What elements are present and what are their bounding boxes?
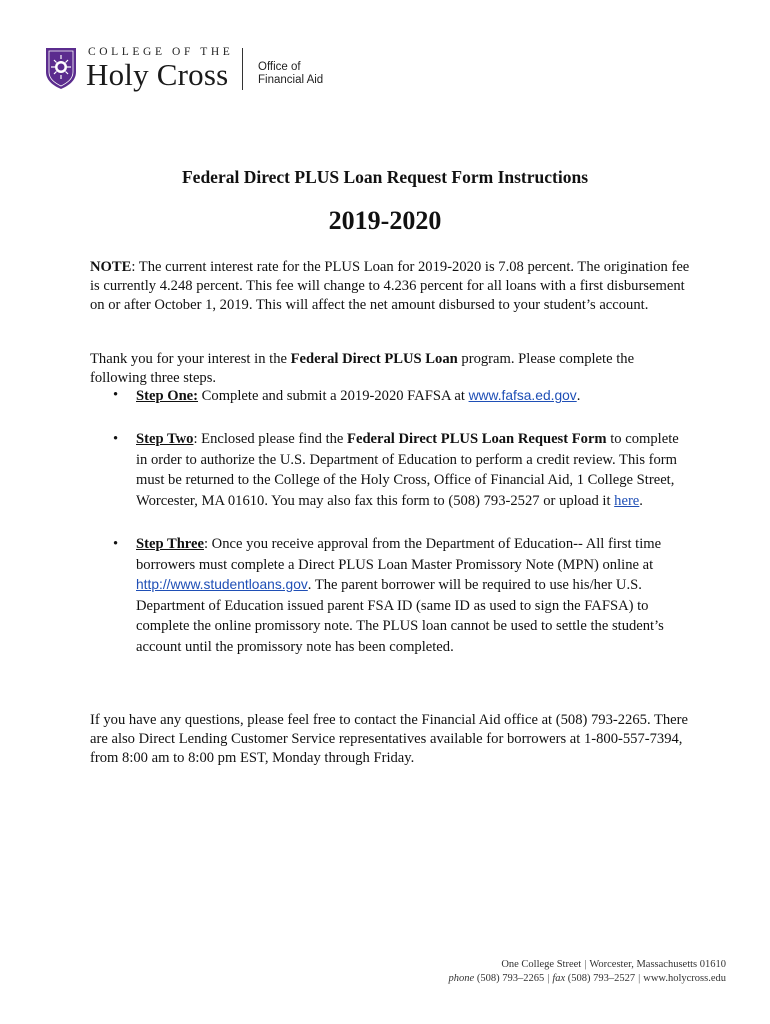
office-name	[258, 61, 323, 87]
intro-pre: Thank you for your interest in the	[90, 351, 291, 367]
note-text: : The current interest rate for the PLUS Loan for 2019-2020 is 7.08 percent. The origination fee is currently 4.248 percent. This fee will change to 4.236 percent for all loans with a first disbursement on or after October 1, 2019. This will affect the net amount disbursed to your student’s account.	[90, 259, 690, 313]
step-one-text: Complete and submit a 2019-2020 FAFSA at	[198, 388, 469, 404]
footer-address-line	[449, 958, 726, 972]
footer-separator: |	[584, 959, 587, 970]
step-one-label: Step One:	[136, 388, 199, 404]
footer	[449, 958, 726, 986]
footer-fax-label: fax	[552, 973, 566, 984]
footer-web: www.holycross.edu	[643, 973, 726, 984]
holy-cross-wordmark: Holy Cross	[86, 57, 229, 92]
step-three-pre: : Once you receive approval from the Department of Education-- All first time borrowers must complete a Direct PLUS Loan Master Promissory Note (MPN) online at	[136, 536, 662, 573]
footer-contact-line	[449, 972, 726, 986]
footer-separator: |	[638, 973, 641, 984]
note-paragraph	[90, 258, 690, 315]
intro-bold: Federal Direct PLUS Loan	[290, 351, 458, 367]
studentloans-link[interactable]: http://www.studentloans.gov	[136, 577, 308, 592]
bullet: •	[113, 431, 119, 447]
step-two-text: to complete in order to authorize the U.S. Department of Education to perform a credit review. This form must be returned to the College of the Holy Cross, Office of Financial Aid, 1 College Street, Worcester, MA 01610. You may also fax this form to (508) 793-2527 or upload it	[136, 431, 679, 509]
upload-here-link[interactable]: here	[614, 492, 640, 509]
intro-post: program. Please complete the following three steps.	[90, 351, 635, 386]
footer-phone: (508) 793–2265	[476, 973, 545, 984]
step-three-text: . The parent borrower will be required to use his/her U.S. Department of Education issued parent FSA ID (same ID as used to sign the FAFSA) to complete the online promissory note. The PLUS loan cannot be used to settle the student’s account until the promissory note has been completed.	[136, 577, 664, 655]
header-divider	[242, 48, 243, 90]
footer-separator: |	[547, 973, 550, 984]
holy-cross-crest-icon	[44, 46, 78, 90]
step-two-item	[90, 429, 690, 511]
footer-fax: (508) 793–2527	[567, 973, 636, 984]
intro-paragraph	[90, 350, 690, 388]
step-one-item	[90, 386, 690, 406]
closing-paragraph: If you have any questions, please feel free to contact the Financial Aid office at (508) 793-2265. There are also Direct Lending Customer Service representatives available for borrowers at 1-800-557-7394, from 8:00 am to 8:00 pm EST, Monday through Friday.	[90, 712, 689, 766]
footer-phone-label: phone	[448, 973, 475, 984]
footer-address1: One College Street	[501, 959, 582, 970]
step-two-end: .	[639, 492, 643, 509]
step-two-bold: Federal Direct PLUS Loan Request Form	[347, 431, 607, 447]
bullet: •	[113, 387, 119, 403]
document-title: Federal Direct PLUS Loan Request Form Instructions	[181, 167, 589, 187]
fafsa-link[interactable]: www.fafsa.ed.gov	[468, 388, 577, 403]
college-of-the-text: COLLEGE OF THE	[88, 46, 234, 58]
step-three-item	[90, 534, 690, 657]
step-three-label: Step Three	[136, 536, 204, 552]
document-year: 2019-2020	[328, 206, 442, 235]
step-two-pre: : Enclosed please find the	[193, 431, 348, 447]
note-label: NOTE	[90, 259, 132, 275]
office-line-2: Financial Aid	[258, 74, 324, 86]
footer-address2: Worcester, Massachusetts 01610	[589, 959, 726, 970]
step-two-label: Step Two	[136, 431, 194, 447]
letterhead	[44, 46, 344, 94]
steps-list	[90, 386, 690, 657]
office-line-1: Office of	[258, 61, 301, 73]
bullet: •	[113, 536, 119, 552]
step-one-end: .	[576, 388, 581, 404]
